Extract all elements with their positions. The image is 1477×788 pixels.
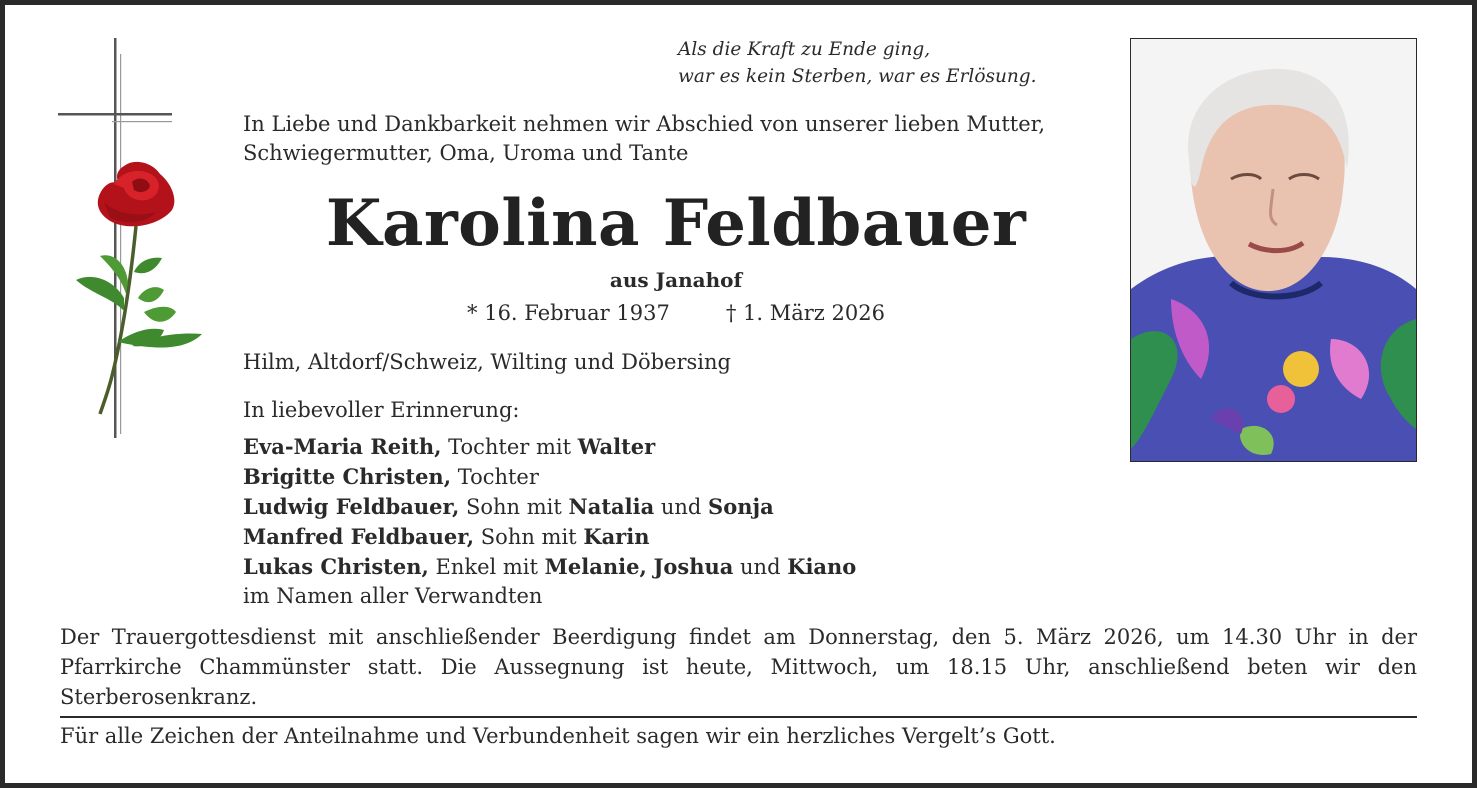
intro-text: In Liebe und Dankbarkeit nehmen wir Abschied von unserer lieben Mutter, Schwiegermutter, Oma, Uroma und Tante (243, 112, 1046, 165)
service-info: Der Trauergottesdienst mit anschließender Beerdigung findet am Donnerstag, den 5. März 2026, um 14.30 Uhr in der Pfarrkirche Chammünster statt. Die Aussegnung ist heute, Mittwoch, um 18.15 Uhr, anschließend beten wir den Sterberosenkranz. (60, 625, 1417, 709)
rose-icon (76, 162, 202, 414)
memory-heading: In liebevoller Erinnerung: (243, 398, 520, 422)
divider (60, 716, 1417, 718)
motto-line-2: war es kein Sterben, war es Erlösung. (678, 66, 1037, 87)
deceased-origin: aus Janahof (609, 268, 743, 292)
death-date: † 1. März 2026 (725, 301, 885, 325)
cross-with-rose-icon (52, 36, 212, 446)
portrait-photo (1130, 38, 1417, 462)
family-closing: im Namen aller Verwandten (243, 584, 543, 608)
portrait-image (1131, 39, 1416, 461)
family-member-row: Manfred Feldbauer, Sohn mit Karin (243, 524, 650, 549)
motto-line-1: Als die Kraft zu Ende ging, (678, 39, 931, 60)
cross-icon (58, 38, 172, 438)
deceased-name: Karolina Feldbauer (325, 186, 1027, 261)
motto-quote (678, 36, 1037, 90)
family-member-row: Eva-Maria Reith, Tochter mit Walter (243, 434, 656, 459)
places-text: Hilm, Altdorf/Schweiz, Wilting und Döbersing (243, 350, 731, 374)
thanks-text: Für alle Zeichen der Anteilnahme und Verbundenheit sagen wir ein herzliches Vergelt’s Gott. (60, 724, 1056, 748)
family-member-row: Ludwig Feldbauer, Sohn mit Natalia und Sonja (243, 494, 774, 519)
family-member-row: Brigitte Christen, Tochter (243, 464, 539, 489)
family-list (243, 432, 856, 611)
life-dates (243, 301, 1109, 325)
birth-date: * 16. Februar 1937 (467, 301, 670, 325)
family-member-row: Lukas Christen, Enkel mit Melanie, Joshua und Kiano (243, 554, 857, 579)
